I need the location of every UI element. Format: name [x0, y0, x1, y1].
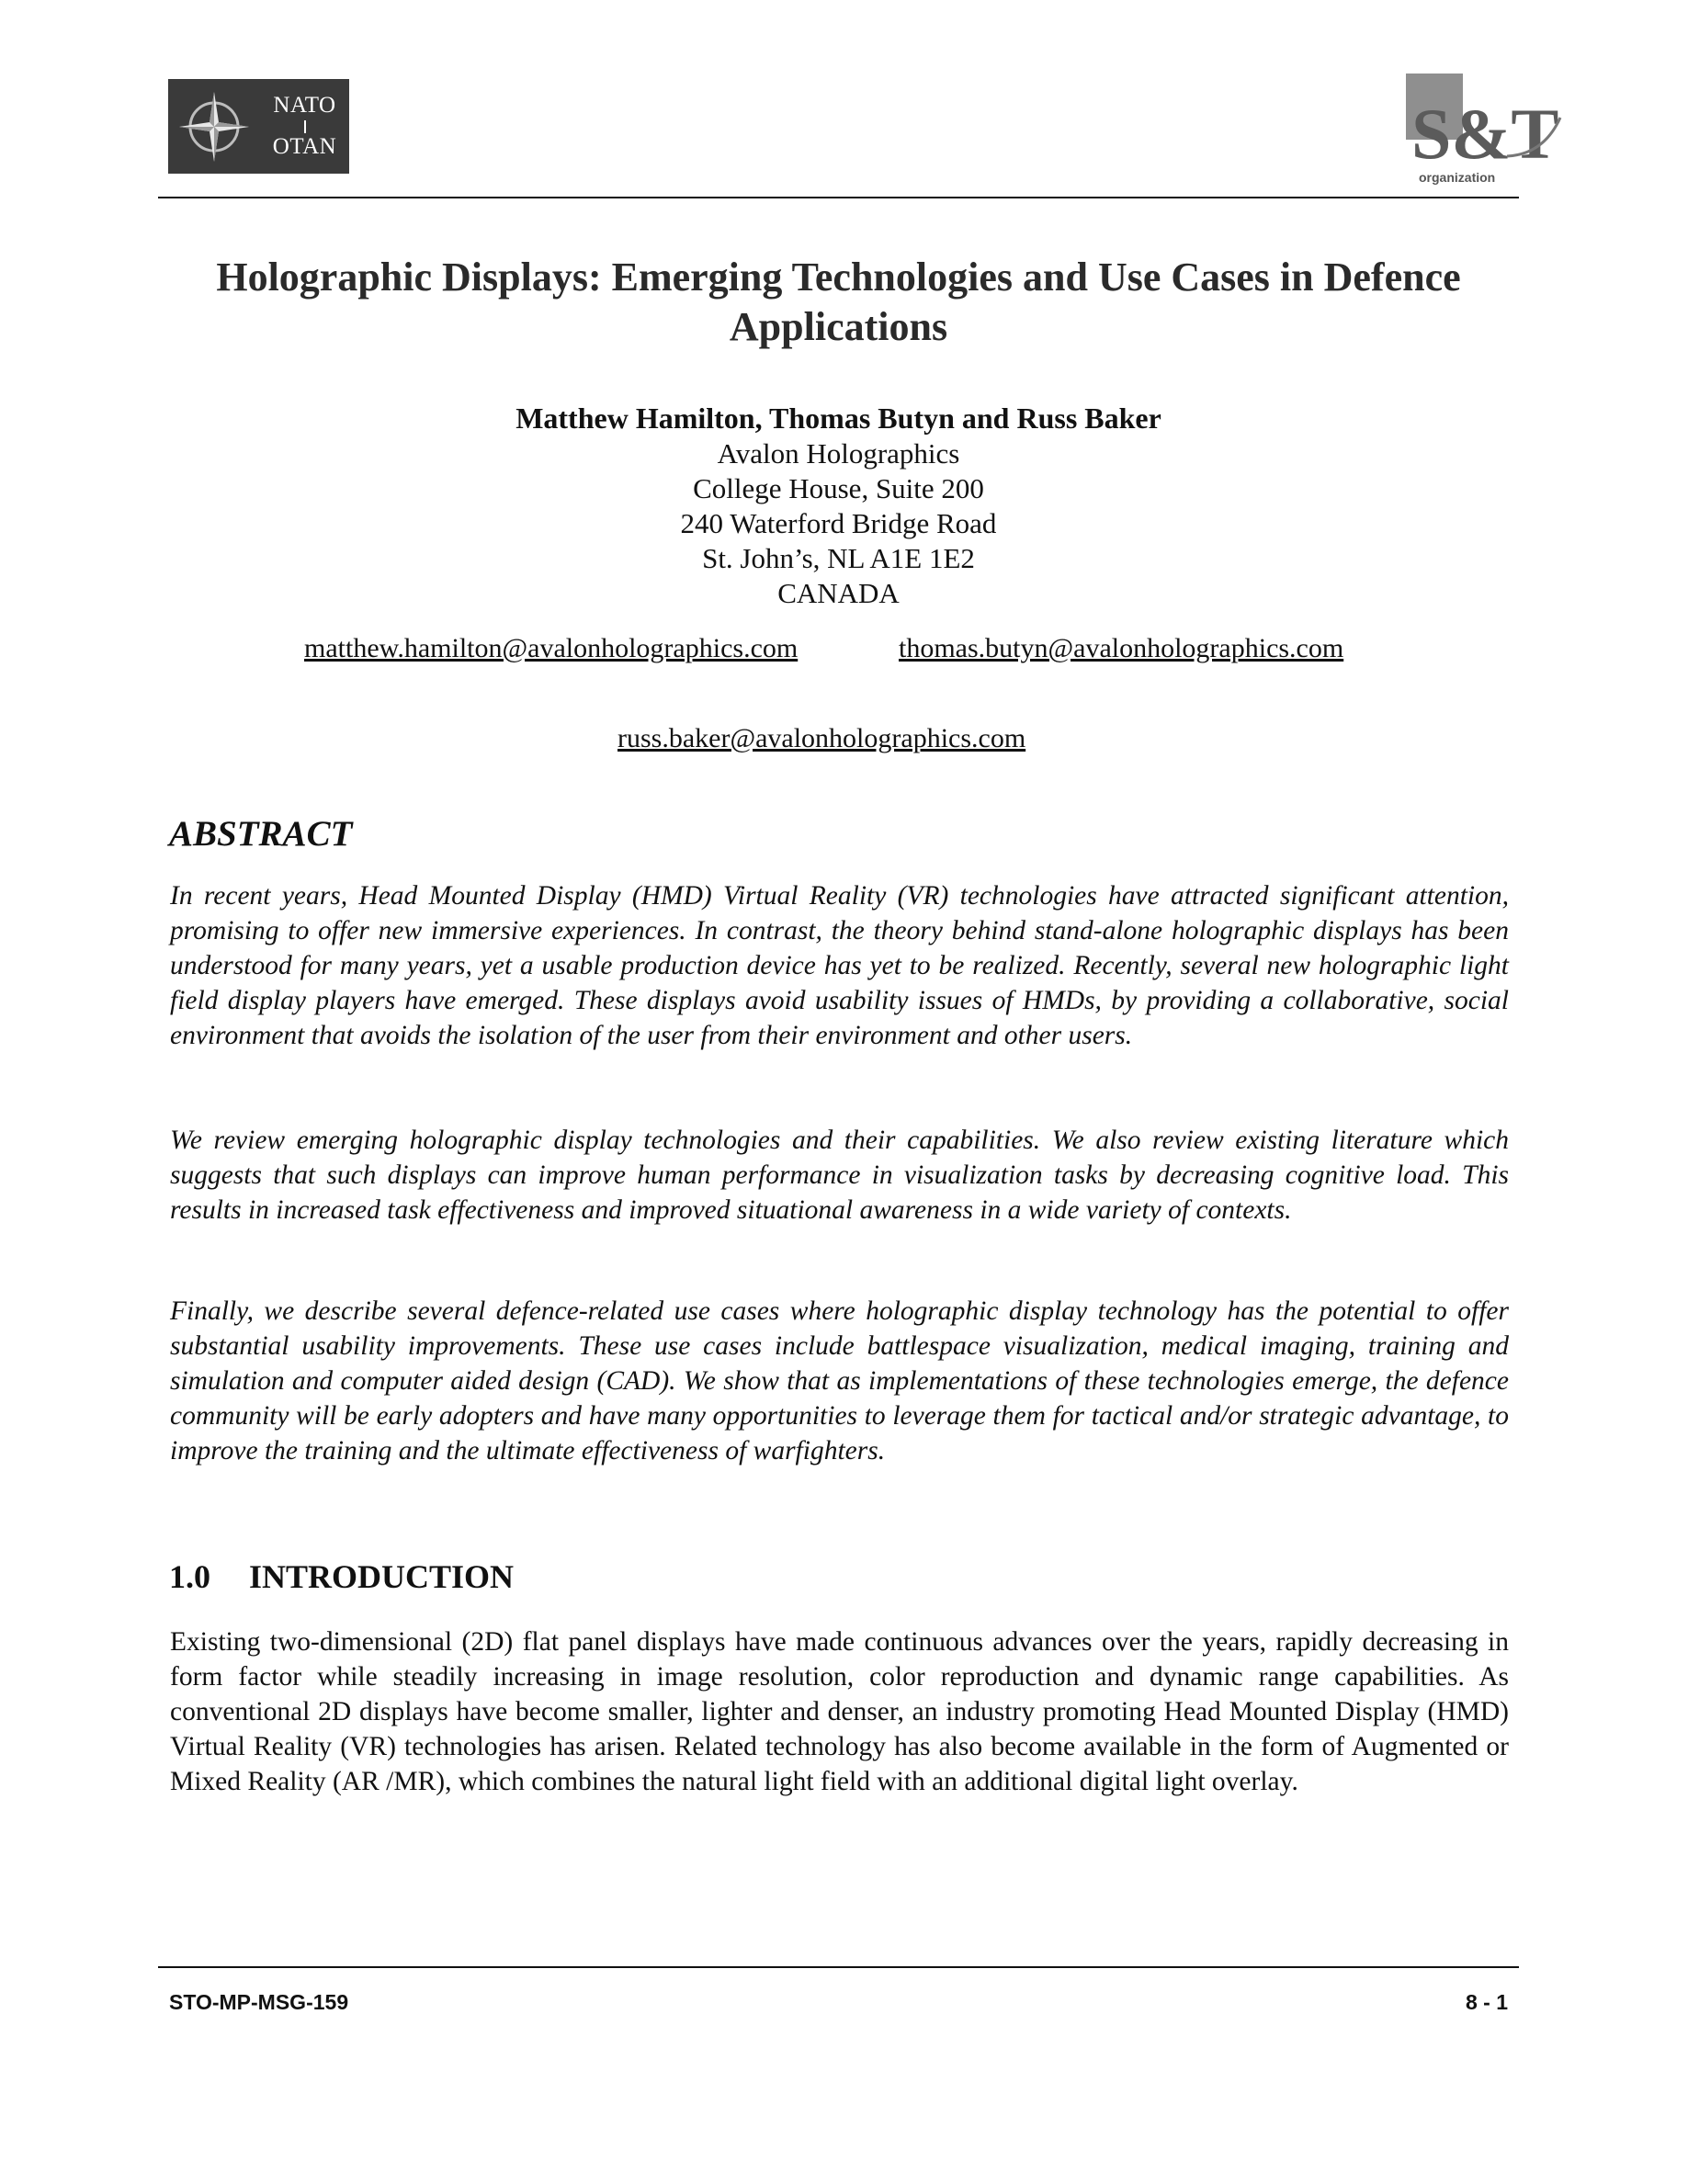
abstract-paragraph: Finally, we describe several defence-related use cases where holographic display technology has the potential to offer substantial usability improvements. These use cases include battlespace visualization, medical imaging, training and simulation and computer aided design (CAD). We show that as implementations of these technologies emerge, the defence community will be early adopters and have many opportunities to leverage them for tactical and/or strategic advantage, to improve the training and the ultimate effectiveness of warfighters.: [170, 1296, 1509, 1465]
document-id: STO-MP-MSG-159: [169, 1990, 349, 2014]
page-number: 8 - 1: [1465, 1990, 1508, 2014]
nato-otan-logo: [168, 79, 349, 174]
affiliation-line: Avalon Holographics: [717, 437, 960, 470]
introduction-heading: [169, 1557, 514, 1596]
email-link-baker[interactable]: russ.baker@avalonholographics.com: [617, 723, 1026, 753]
affiliation-line: 240 Waterford Bridge Road: [680, 507, 997, 539]
abstract-paragraph: We review emerging holographic display technologies and their capabilities. We also review existing literature which suggests that such displays can improve human performance in visualization tasks by decreasing cognitive load. This results in increased task effectiveness and improved situational awareness in a wide variety of contexts.: [170, 1126, 1509, 1225]
section-number: 1.0: [169, 1558, 210, 1595]
header-rule: [158, 197, 1519, 198]
paper-title: Holographic Displays: Emerging Technologies and Use Cases in Defence Applications: [216, 255, 1461, 349]
affiliation-line: St. John’s, NL A1E 1E2: [702, 542, 975, 574]
author-list: Matthew Hamilton, Thomas Butyn and Russ Baker: [515, 402, 1161, 435]
nato-compass-star-icon: [168, 79, 260, 174]
nato-label: NATO: [273, 93, 336, 119]
footer-rule: [158, 1966, 1519, 1968]
affiliation-line: CANADA: [777, 577, 900, 609]
introduction-paragraph: Existing two-dimensional (2D) flat panel displays have made continuous advances over the years, rapidly decreasing in form factor while steadily increasing in image resolution, color reproduction and dynamic range capabilities. As conventional 2D displays have become smaller, lighter and denser, an industry promoting Head Mounted Display (HMD) Virtual Reality (VR) technologies has arisen. Related technology has also become available in the form of Augmented or Mixed Reality (AR /MR), which combines the natural light field with an additional digital light overlay.: [170, 1627, 1509, 1796]
svg-text:organization: organization: [1419, 170, 1496, 185]
abstract-paragraph: In recent years, Head Mounted Display (HMD) Virtual Reality (VR) technologies have attracted significant attention, promising to offer new immersive experiences. In contrast, the theory behind stand-alone holographic displays has been understood for many years, yet a usable production device has yet to be realized. Recently, several new holographic light field display players have emerged. These displays avoid usability issues of HMDs, by providing a collaborative, social environment that avoids the isolation of the user from their environment and other users.: [170, 881, 1509, 1050]
st-organization-logo: [1406, 74, 1562, 186]
section-title: INTRODUCTION: [249, 1558, 515, 1595]
abstract-heading: ABSTRACT: [169, 814, 353, 854]
otan-label: OTAN: [272, 133, 337, 159]
email-link-hamilton[interactable]: matthew.hamilton@avalonholographics.com: [304, 633, 799, 663]
affiliation-block: [158, 436, 1519, 611]
affiliation-line: College House, Suite 200: [693, 472, 984, 504]
svg-text:S&T: S&T: [1411, 94, 1559, 174]
email-link-butyn[interactable]: thomas.butyn@avalonholographics.com: [899, 633, 1344, 663]
